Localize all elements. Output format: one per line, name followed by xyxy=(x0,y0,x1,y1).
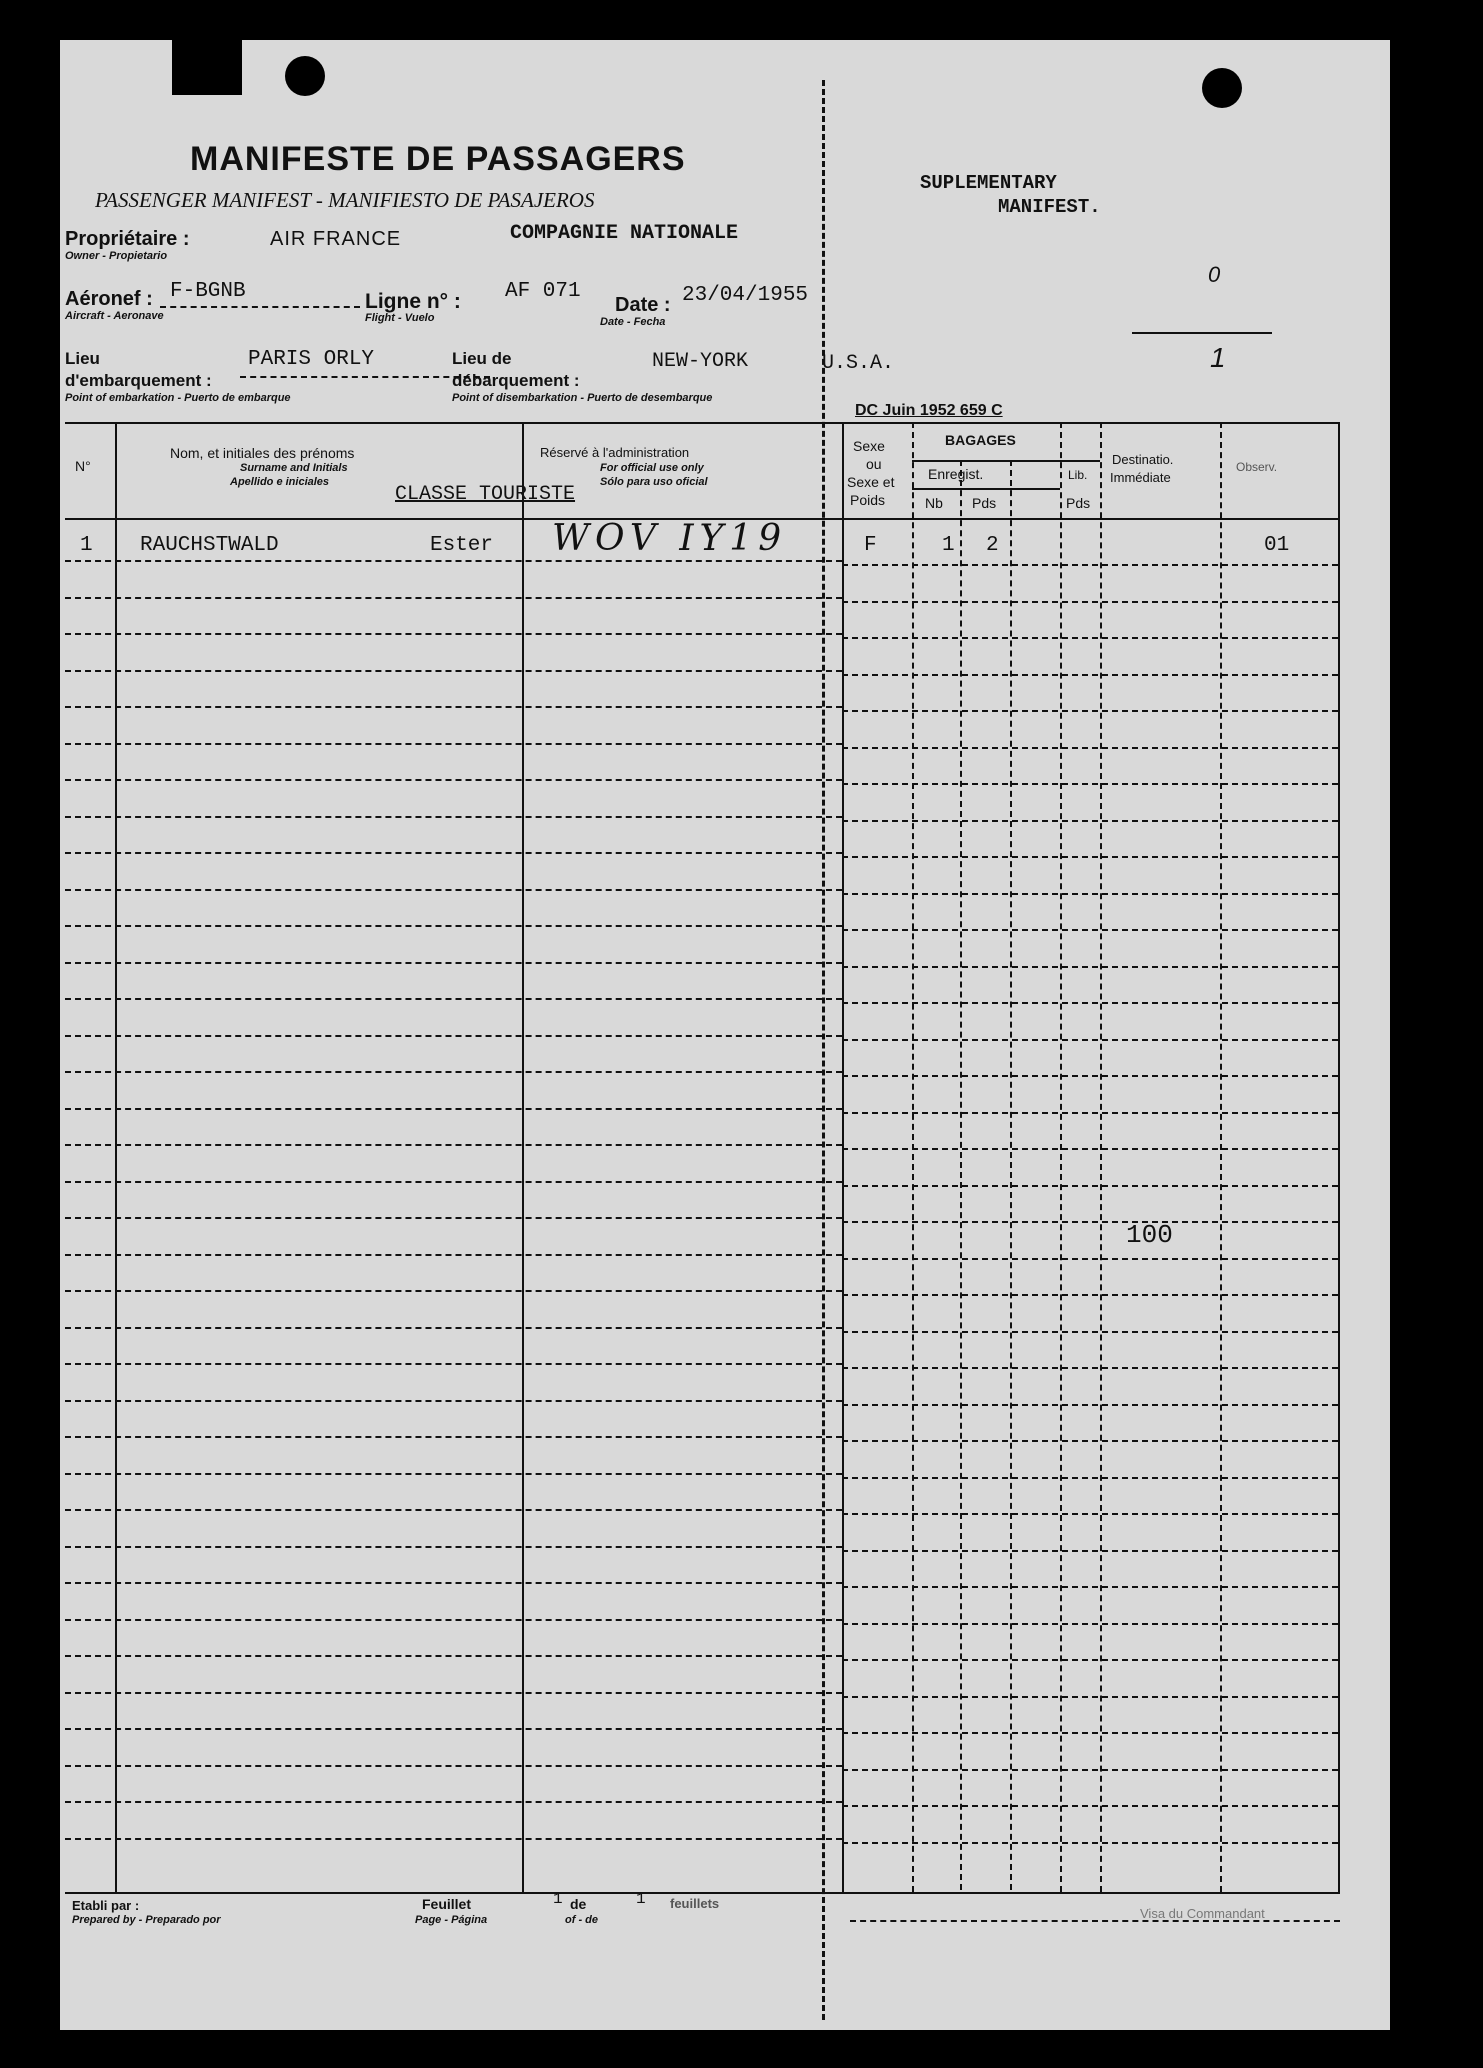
supplementary-label-1: SUPLEMENTARY xyxy=(920,172,1057,194)
row-1-pds: 2 xyxy=(986,534,999,557)
table-row-line xyxy=(842,674,1338,676)
table-row-line xyxy=(65,925,842,927)
footer-sheets-sub: of - de xyxy=(565,1914,598,1926)
owner-label: Propriétaire : xyxy=(65,228,190,250)
table-row-line xyxy=(842,1039,1338,1041)
table-row-line xyxy=(65,998,842,1000)
table-row-line xyxy=(842,1185,1338,1187)
table-row-line xyxy=(65,962,842,964)
row-1-nb: 1 xyxy=(942,534,955,557)
owner-value-2: COMPAGNIE NATIONALE xyxy=(510,222,739,245)
col-divider-free xyxy=(1060,422,1062,1892)
table-row-line xyxy=(65,633,842,635)
table-row-line xyxy=(842,1696,1338,1698)
punch-hole-right xyxy=(1202,68,1242,108)
col-header-nb: Nb xyxy=(925,495,943,511)
table-row-line xyxy=(65,852,842,854)
aircraft-label: Aéronef : xyxy=(65,288,153,310)
footer-established-sub: Prepared by - Preparado por xyxy=(72,1914,221,1926)
date-value: 23/04/1955 xyxy=(682,284,809,307)
row-1-name: RAUCHSTWALD xyxy=(140,534,279,557)
col-header-sex-4: Poids xyxy=(850,492,886,508)
footer-established: Etabli par : xyxy=(72,1898,140,1913)
col-header-name-sub2: Apellido e iniciales xyxy=(230,476,330,488)
col-header-sex: Sexe xyxy=(853,438,885,454)
class-stamp: CLASSE TOURISTE xyxy=(395,483,576,506)
table-row-line xyxy=(65,1400,842,1402)
row-1-first: Ester xyxy=(430,534,494,557)
table-row-line xyxy=(65,1765,842,1767)
footer-right-note: Visa du Commandant xyxy=(1140,1906,1265,1921)
table-row-line xyxy=(842,1075,1338,1077)
date-sub: Date - Fecha xyxy=(600,316,666,328)
table-row-line xyxy=(65,1035,842,1037)
table-row-line xyxy=(842,1623,1338,1625)
table-top-border xyxy=(65,422,1340,424)
table-row-line xyxy=(842,710,1338,712)
table-row-line xyxy=(842,1112,1338,1114)
table-row-line xyxy=(842,966,1338,968)
table-row-line xyxy=(842,747,1338,749)
row-1-sex: F xyxy=(864,534,877,557)
table-row-line xyxy=(842,1477,1338,1479)
table-row-line xyxy=(65,1546,842,1548)
disembark-sub: Point of disembarkation - Puerto de desembarque xyxy=(452,392,713,404)
col-header-free-pds: Pds xyxy=(1066,495,1091,511)
aircraft-sub: Aircraft - Aeronave xyxy=(65,310,164,322)
col-header-pds: Pds xyxy=(972,495,997,511)
aircraft-value: F-BGNB xyxy=(170,280,246,303)
table-row-line xyxy=(65,1728,842,1730)
punch-hole-left xyxy=(285,56,325,96)
table-row-line xyxy=(65,670,842,672)
table-row-line xyxy=(65,597,842,599)
manifest-page xyxy=(60,40,1390,2030)
table-row-line xyxy=(842,1732,1338,1734)
footer-sheet-value: 1 xyxy=(553,1890,563,1908)
row-1-obs: 01 xyxy=(1264,534,1290,557)
table-row-line xyxy=(842,1659,1338,1661)
table-row-line xyxy=(842,1221,1338,1223)
owner-sub: Owner - Propietario xyxy=(65,250,168,262)
table-row-line xyxy=(65,1108,842,1110)
col-header-free: Lib. xyxy=(1068,468,1088,482)
owner-value: AIR FRANCE xyxy=(270,228,402,250)
col-header-enreg: Enregist. xyxy=(928,466,984,482)
col-header-dest: Destinatio. xyxy=(1112,452,1174,467)
footer-of-value: 1 xyxy=(636,1890,646,1908)
line-sub: Flight - Vuelo xyxy=(365,312,435,324)
table-row-line xyxy=(65,1655,842,1657)
col-header-baggage: BAGAGES xyxy=(945,432,1016,448)
row-1-reserved: WOV IY19 xyxy=(552,518,788,559)
col-header-reserved-sub1: For official use only xyxy=(600,462,704,474)
col-header-name: Nom, et initiales des prénoms xyxy=(170,445,355,461)
footer-sheets: feuillets xyxy=(670,1896,720,1911)
embark-sub: Point of embarkation - Puerto de embarque xyxy=(65,392,291,404)
table-row-line xyxy=(842,856,1338,858)
table-row-line xyxy=(65,1290,842,1292)
disembark-value-2: U.S.A. xyxy=(822,352,895,375)
col-divider-sex xyxy=(912,422,914,1892)
supplementary-label-2: MANIFEST. xyxy=(998,196,1101,218)
embark-value: PARIS ORLY xyxy=(248,348,375,371)
line-value: AF 071 xyxy=(505,280,581,303)
table-row-line xyxy=(65,816,842,818)
table-row-line xyxy=(842,1550,1338,1552)
footer-of: de xyxy=(570,1896,587,1912)
fraction-bottom: 1 xyxy=(1210,342,1226,373)
col-divider-dest xyxy=(1100,422,1102,1892)
table-row-line xyxy=(842,1404,1338,1406)
table-row-line xyxy=(65,889,842,891)
table-row-line xyxy=(65,1217,842,1219)
table-row-line xyxy=(65,1144,842,1146)
page-title: MANIFESTE DE PASSAGERS xyxy=(190,140,686,178)
table-row-line xyxy=(842,1842,1338,1844)
row-1-no: 1 xyxy=(80,534,93,557)
table-row-line xyxy=(842,1367,1338,1369)
table-row-line xyxy=(65,1838,842,1840)
table-row-line xyxy=(65,1181,842,1183)
page-subtitle: PASSENGER MANIFEST - MANIFIESTO DE PASAJEROS xyxy=(95,188,595,212)
fraction-top: 0 xyxy=(1208,262,1221,287)
footer-sheet-sub: Page - Página xyxy=(415,1914,488,1926)
col-divider-name xyxy=(522,422,524,1892)
table-row-line xyxy=(65,779,842,781)
table-row-line xyxy=(842,637,1338,639)
table-row-line xyxy=(65,1509,842,1511)
disembark-value: NEW-YORK xyxy=(652,350,749,373)
table-row-line xyxy=(842,1513,1338,1515)
date-label: Date : xyxy=(615,294,671,316)
table-row-line xyxy=(65,1436,842,1438)
mid-number: 100 xyxy=(1126,1220,1173,1250)
col-header-reserved: Réservé à l'administration xyxy=(540,445,690,460)
table-row-line xyxy=(842,820,1338,822)
table-row-line xyxy=(842,1148,1338,1150)
table-row-line xyxy=(65,1801,842,1803)
baggage-subheader-line xyxy=(912,460,1100,462)
table-right-border xyxy=(1338,422,1340,1892)
table-bottom-border xyxy=(65,1892,1340,1894)
table-row-line xyxy=(65,1363,842,1365)
col-header-dest-2: Immédiate xyxy=(1110,470,1171,485)
table-row-line xyxy=(65,1473,842,1475)
line-label: Ligne n° : xyxy=(365,290,461,313)
table-row-line xyxy=(842,783,1338,785)
table-row-line xyxy=(65,706,842,708)
table-row-line xyxy=(842,1258,1338,1260)
form-code: DC Juin 1952 659 C xyxy=(855,402,1003,419)
table-row-line xyxy=(842,1586,1338,1588)
table-row-line xyxy=(842,1769,1338,1771)
col-header-sex-3: Sexe et xyxy=(847,474,895,490)
table-row-line xyxy=(842,1002,1338,1004)
col-divider-reserved xyxy=(842,422,844,1892)
table-row-line xyxy=(842,893,1338,895)
aircraft-line xyxy=(160,306,360,308)
col-header-sex-2: ou xyxy=(866,456,882,472)
table-row-line xyxy=(842,1440,1338,1442)
table-row-line xyxy=(842,1805,1338,1807)
table-row-line xyxy=(65,1619,842,1621)
table-row-line xyxy=(65,1071,842,1073)
col-header-no: N° xyxy=(75,458,91,474)
table-row-line xyxy=(65,1582,842,1584)
col-header-last: Observ. xyxy=(1236,460,1278,474)
redaction-mark xyxy=(172,40,242,95)
table-row-line xyxy=(65,560,842,562)
table-row-line xyxy=(842,564,1338,566)
fraction-bar xyxy=(1132,332,1272,334)
footer-right-line xyxy=(850,1920,1340,1922)
table-row-line xyxy=(842,929,1338,931)
embark-label: Lieu d'embarquement : xyxy=(65,349,212,390)
table-row-line xyxy=(842,601,1338,603)
table-row-line xyxy=(65,1254,842,1256)
col-header-reserved-sub2: Sólo para uso oficial xyxy=(600,476,708,488)
table-row-line xyxy=(842,1331,1338,1333)
col-header-name-sub1: Surname and Initials xyxy=(240,462,348,474)
col-divider-last xyxy=(1220,422,1222,1892)
table-row-line xyxy=(65,1692,842,1694)
footer-sheet: Feuillet xyxy=(422,1896,472,1912)
disembark-label: Lieu de débarquement : xyxy=(452,349,580,390)
col-divider-no xyxy=(115,422,117,1892)
table-row-line xyxy=(65,743,842,745)
enreg-subheader-line xyxy=(912,488,1060,490)
table-row-line xyxy=(842,1294,1338,1296)
table-row-line xyxy=(65,1327,842,1329)
